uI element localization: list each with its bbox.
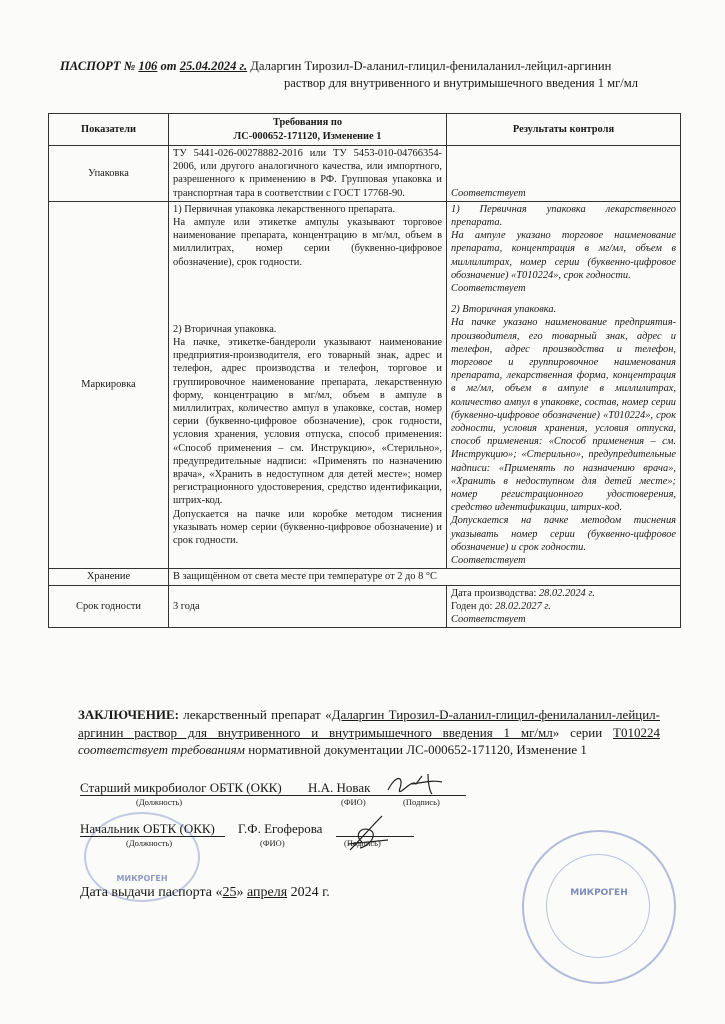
table-header-row (49, 114, 681, 146)
marking-res2-title: 2) Вторичная упаковка. (451, 304, 557, 316)
marking-req2-title: 2) Вторичная упаковка. (173, 323, 277, 335)
product-name-line2: раствор для внутривенного и внутримышечного введения 1 мг/мл (284, 76, 639, 90)
signer1-name-caption: (ФИО) (341, 797, 366, 807)
signer1-position-caption: (Должность) (136, 797, 183, 807)
packaging-label: Упаковка (49, 146, 169, 202)
signer2-signature-icon (340, 812, 400, 856)
passport-date: 25.04.2024 г. (179, 59, 248, 73)
marking-res1-title: 1) Первичная упаковка лекарственного препарата. (451, 203, 676, 229)
conclusion-text3: соответствует требованиям (78, 742, 245, 757)
signer2-line-a (80, 836, 225, 837)
signer2-position: Начальник ОБТК (ОКК) (80, 821, 215, 836)
table-row-shelf-life (49, 585, 681, 628)
storage-requirement: В защищённом от света месте при температуре от 2 до 8 °С (169, 569, 681, 585)
conclusion-text2: » серии (552, 724, 614, 740)
passport-header (60, 58, 680, 92)
signer2-signature-caption: (Подпись) (344, 838, 381, 848)
issue-date: Дата выдачи паспорта «25» апреля 2024 г. (80, 885, 330, 900)
conclusion (78, 706, 660, 759)
packaging-requirement: ТУ 5441-026-00278882-2016 или ТУ 5453-010-04766354-2006, или другого аналогичного качества, или импортного, разрешенного к применению в РФ. Групповая упаковка и транспортная тара в соответствии с ГОСТ 17768-90. (169, 146, 447, 202)
marking-req1-title: 1) Первичная упаковка лекарственного препарата. (173, 203, 396, 215)
marking-req3-text: Допускается на пачке или коробке методом тиснения указывать номер серии (буквенно-цифровое обозначение) и срок годности. (173, 508, 442, 547)
signer1-signature-icon (382, 770, 462, 800)
marking-res3-status: Соответствует (451, 555, 526, 567)
signer2-name-caption: (ФИО) (260, 838, 285, 848)
conclusion-product: Даларгин Тирозил-D-аланил-глицил-фенилаланил-лейцил- аргинин раствор для внутривенного и внутримышечного введения 1 мг/мл (78, 707, 660, 740)
signer1-signature-caption: (Подпись) (403, 797, 440, 807)
shelf-life-requirement: 3 года (169, 585, 447, 628)
stamp-logo: МИКРОГЕН (570, 888, 628, 898)
shelf-life-label: Срок годности (49, 585, 169, 628)
passport-label: ПАСПОРТ № (60, 59, 136, 73)
marking-res2-text: На пачке указано наименование предприятия-производителя, его товарный знак, адрес и телефон, адрес производства и телефон, торговое и группировочное наименования препарата, лекарственная форма, концентрация в мг/мл, объем в ампуле в миллилитрах, количество ампул в упаковке, состав, номер серии (буквенно-цифровое обозначение) «Т010224», срок годности, условия хранения, условия отпуска, способ применения: «Способ применения – см. Инструкцию»; «Стерильно», предупредительные надписи: «Применять по назначению врача», «Хранить в недоступном для детей месте»; номер регистрационного удостоверения, средство идентификации, штрих-код. (451, 317, 676, 514)
marking-result (447, 201, 681, 568)
conclusion-batch: Т010224 (613, 724, 660, 740)
control-table (48, 113, 681, 628)
issue-day: 25 (222, 885, 237, 900)
organization-stamp (522, 830, 676, 984)
conclusion-label: ЗАКЛЮЧЕНИЕ: (78, 707, 179, 722)
passport-from: от (160, 59, 177, 73)
marking-res1-status: Соответствует (451, 283, 526, 295)
conclusion-text4: нормативной документации ЛС-000652-171120, Изменение 1 (244, 742, 587, 757)
col-requirements-line2: ЛС-000652-171120, Изменение 1 (233, 130, 382, 142)
product-name-line1: Даларгин Тирозил-D-аланил-глицил-фенилаланил-лейцил-аргинин (250, 59, 612, 73)
table-row-storage (49, 569, 681, 585)
issue-month: апреля (246, 885, 288, 900)
marking-req1-text: На ампуле или этикетке ампулы указывают торговое наименование препарата, концентрацию в мг/мл, объем в миллилитрах, номер серии (буквенно-цифровое обозначение), срок годности. (173, 217, 442, 268)
shelf-life-result (447, 585, 681, 628)
signer1-position: Старший микробиолог ОБТК (ОКК) (80, 780, 282, 795)
signer1-name: Н.А. Новак (308, 780, 371, 795)
small-stamp-logo: МИКРОГЕН (116, 874, 168, 883)
table-row-packaging (49, 146, 681, 202)
col-results: Результаты контроля (447, 114, 681, 146)
marking-res1-text: На ампуле указано торговое наименование препарата, концентрация в мг/мл, объем в миллилитрах, номер серии (буквенно-цифровое обозначение) «Т010224», срок годности. (451, 230, 676, 281)
shelf-life-status: Соответствует (451, 613, 526, 625)
passport-number: 106 (138, 59, 158, 73)
signer2-position-caption: (Должность) (126, 838, 173, 848)
conclusion-text1: лекарственный препарат « (178, 707, 332, 722)
table-row-marking (49, 201, 681, 568)
header-line-1 (60, 58, 680, 75)
col-requirements-line1: Требования по (272, 117, 343, 129)
marking-req2-text: На пачке, этикетке-бандероли указывают наименование предприятия-производителя, его товарный знак, адрес и телефон, адрес производства и телефон, торговое и группировочное наименование препарата, лекарственную форму, концентрацию в мг/мл, объем в ампуле в миллилитрах, количество ампул в упаковке, состав, номер серии (буквенно-цифровое обозначение), срок годности, условия хранения, условия отпуска, способ применения: «Способ применения – см. Инструкцию», «Стерильно», предупредительные надписи: «Применять по назначению врача», «Хранить в недоступном для детей месте»; номер регистрационного удостоверения, средство идентификации, штрих-код. (173, 337, 442, 507)
marking-res3-text: Допускается на пачке методом тиснения указывать номер серии (буквенно-цифровое обозначение) и срок годности. (451, 515, 676, 553)
col-requirements (169, 114, 447, 146)
issue-year: 2024 г. (290, 885, 330, 900)
production-date: Дата производства: 28.02.2024 г. (451, 587, 595, 599)
col-indicators: Показатели (49, 114, 169, 146)
storage-label: Хранение (49, 569, 169, 585)
packaging-result: Соответствует (447, 146, 681, 202)
signer2-name: Г.Ф. Егоферова (238, 821, 323, 836)
expiry-date: Годен до: 28.02.2027 г. (451, 600, 551, 612)
marking-label: Маркировка (49, 201, 169, 568)
marking-requirement (169, 201, 447, 568)
